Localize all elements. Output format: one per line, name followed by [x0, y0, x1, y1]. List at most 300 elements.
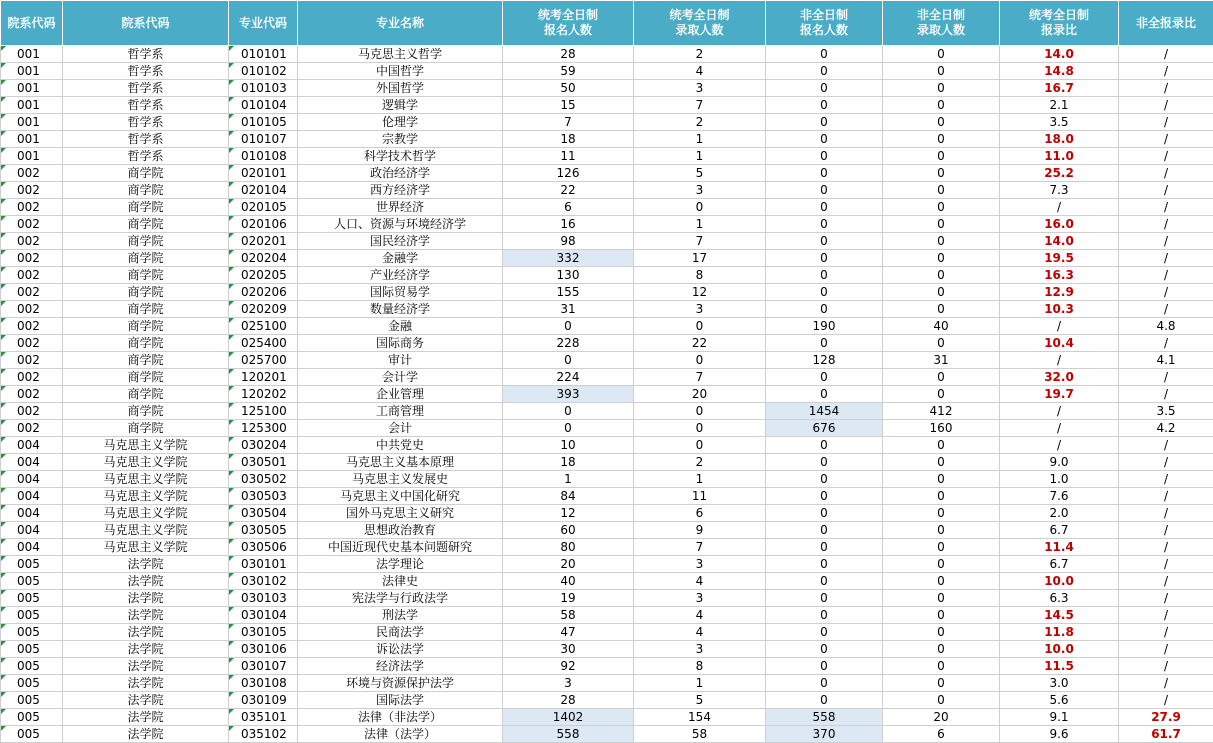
cell-ft-ratio[interactable]: 10.4 [1000, 335, 1119, 352]
cell-ft-admitted[interactable]: 2 [634, 114, 766, 131]
cell-ft-admitted[interactable]: 0 [634, 352, 766, 369]
cell-pt-applicants[interactable]: 0 [766, 454, 883, 471]
cell-pt-ratio[interactable]: / [1119, 165, 1213, 182]
cell-dept-name[interactable]: 马克思主义学院 [63, 539, 229, 556]
cell-pt-applicants[interactable]: 0 [766, 624, 883, 641]
cell-pt-admitted[interactable]: 0 [883, 522, 1000, 539]
cell-pt-applicants[interactable]: 0 [766, 607, 883, 624]
cell-dept-name[interactable]: 商学院 [63, 386, 229, 403]
cell-dept-name[interactable]: 马克思主义学院 [63, 471, 229, 488]
cell-pt-applicants[interactable]: 0 [766, 437, 883, 454]
cell-ft-admitted[interactable]: 5 [634, 165, 766, 182]
cell-dept-code[interactable]: 005 [1, 692, 63, 709]
cell-pt-applicants[interactable]: 0 [766, 369, 883, 386]
cell-ft-applicants[interactable]: 58 [503, 607, 634, 624]
cell-ft-admitted[interactable]: 0 [634, 420, 766, 437]
cell-ft-applicants[interactable]: 47 [503, 624, 634, 641]
cell-dept-code[interactable]: 005 [1, 658, 63, 675]
cell-major-code[interactable]: 010108 [229, 148, 298, 165]
cell-ft-ratio[interactable]: 2.1 [1000, 97, 1119, 114]
cell-ft-ratio[interactable]: 3.0 [1000, 675, 1119, 692]
cell-ft-admitted[interactable]: 4 [634, 573, 766, 590]
cell-ft-admitted[interactable]: 1 [634, 675, 766, 692]
cell-dept-name[interactable]: 法学院 [63, 556, 229, 573]
cell-ft-applicants[interactable]: 50 [503, 80, 634, 97]
cell-pt-ratio[interactable]: / [1119, 437, 1213, 454]
cell-ft-applicants[interactable]: 12 [503, 505, 634, 522]
cell-pt-admitted[interactable]: 20 [883, 709, 1000, 726]
cell-pt-admitted[interactable]: 0 [883, 148, 1000, 165]
cell-major-code[interactable]: 010102 [229, 63, 298, 80]
cell-pt-applicants[interactable]: 0 [766, 539, 883, 556]
cell-ft-ratio[interactable]: 14.0 [1000, 233, 1119, 250]
cell-ft-ratio[interactable]: 25.2 [1000, 165, 1119, 182]
cell-major-name[interactable]: 科学技术哲学 [298, 148, 503, 165]
cell-dept-name[interactable]: 法学院 [63, 624, 229, 641]
cell-pt-admitted[interactable]: 0 [883, 216, 1000, 233]
cell-dept-code[interactable]: 004 [1, 437, 63, 454]
cell-major-code[interactable]: 030505 [229, 522, 298, 539]
cell-ft-applicants[interactable]: 31 [503, 301, 634, 318]
cell-major-code[interactable]: 030204 [229, 437, 298, 454]
cell-ft-ratio[interactable]: 10.0 [1000, 641, 1119, 658]
cell-major-name[interactable]: 世界经济 [298, 199, 503, 216]
cell-major-name[interactable]: 产业经济学 [298, 267, 503, 284]
cell-pt-ratio[interactable]: / [1119, 692, 1213, 709]
cell-major-name[interactable]: 国际法学 [298, 692, 503, 709]
cell-dept-code[interactable]: 002 [1, 165, 63, 182]
cell-pt-admitted[interactable]: 0 [883, 165, 1000, 182]
cell-dept-name[interactable]: 马克思主义学院 [63, 488, 229, 505]
cell-ft-applicants[interactable]: 28 [503, 692, 634, 709]
cell-dept-code[interactable]: 005 [1, 641, 63, 658]
cell-ft-applicants[interactable]: 155 [503, 284, 634, 301]
cell-ft-admitted[interactable]: 1 [634, 148, 766, 165]
cell-pt-admitted[interactable]: 0 [883, 386, 1000, 403]
cell-pt-admitted[interactable]: 412 [883, 403, 1000, 420]
cell-major-name[interactable]: 民商法学 [298, 624, 503, 641]
cell-pt-ratio[interactable]: / [1119, 131, 1213, 148]
cell-dept-code[interactable]: 002 [1, 301, 63, 318]
cell-dept-code[interactable]: 005 [1, 573, 63, 590]
cell-pt-applicants[interactable]: 0 [766, 386, 883, 403]
cell-dept-code[interactable]: 005 [1, 590, 63, 607]
cell-major-name[interactable]: 国际贸易学 [298, 284, 503, 301]
cell-ft-admitted[interactable]: 0 [634, 199, 766, 216]
cell-dept-code[interactable]: 001 [1, 131, 63, 148]
cell-ft-ratio[interactable]: 11.4 [1000, 539, 1119, 556]
cell-ft-applicants[interactable]: 228 [503, 335, 634, 352]
cell-ft-ratio[interactable]: 10.3 [1000, 301, 1119, 318]
cell-pt-admitted[interactable]: 0 [883, 80, 1000, 97]
cell-dept-name[interactable]: 哲学系 [63, 46, 229, 63]
cell-major-code[interactable]: 030502 [229, 471, 298, 488]
cell-dept-name[interactable]: 法学院 [63, 641, 229, 658]
cell-ft-ratio[interactable]: / [1000, 352, 1119, 369]
cell-dept-name[interactable]: 商学院 [63, 369, 229, 386]
cell-pt-admitted[interactable]: 0 [883, 675, 1000, 692]
cell-ft-ratio[interactable]: / [1000, 318, 1119, 335]
cell-major-code[interactable]: 030108 [229, 675, 298, 692]
cell-pt-ratio[interactable]: / [1119, 505, 1213, 522]
cell-pt-ratio[interactable]: / [1119, 573, 1213, 590]
cell-pt-ratio[interactable]: 3.5 [1119, 403, 1213, 420]
cell-ft-applicants[interactable]: 0 [503, 420, 634, 437]
cell-dept-code[interactable]: 005 [1, 675, 63, 692]
cell-pt-ratio[interactable]: / [1119, 301, 1213, 318]
cell-dept-code[interactable]: 002 [1, 352, 63, 369]
cell-pt-applicants[interactable]: 0 [766, 250, 883, 267]
cell-ft-applicants[interactable]: 22 [503, 182, 634, 199]
cell-dept-name[interactable]: 商学院 [63, 182, 229, 199]
cell-dept-code[interactable]: 004 [1, 471, 63, 488]
cell-pt-admitted[interactable]: 0 [883, 46, 1000, 63]
cell-major-name[interactable]: 马克思主义中国化研究 [298, 488, 503, 505]
cell-pt-applicants[interactable]: 0 [766, 675, 883, 692]
cell-ft-admitted[interactable]: 154 [634, 709, 766, 726]
cell-dept-code[interactable]: 002 [1, 182, 63, 199]
cell-major-code[interactable]: 125100 [229, 403, 298, 420]
cell-major-name[interactable]: 中国近现代史基本问题研究 [298, 539, 503, 556]
cell-major-name[interactable]: 中国哲学 [298, 63, 503, 80]
cell-ft-applicants[interactable]: 92 [503, 658, 634, 675]
cell-major-code[interactable]: 020209 [229, 301, 298, 318]
cell-ft-admitted[interactable]: 2 [634, 454, 766, 471]
cell-ft-ratio[interactable]: 10.0 [1000, 573, 1119, 590]
cell-pt-admitted[interactable]: 0 [883, 114, 1000, 131]
cell-dept-name[interactable]: 法学院 [63, 726, 229, 743]
cell-pt-applicants[interactable]: 0 [766, 131, 883, 148]
cell-major-code[interactable]: 030105 [229, 624, 298, 641]
cell-ft-ratio[interactable]: 19.7 [1000, 386, 1119, 403]
cell-major-code[interactable]: 010104 [229, 97, 298, 114]
cell-pt-ratio[interactable]: 4.2 [1119, 420, 1213, 437]
cell-pt-admitted[interactable]: 0 [883, 97, 1000, 114]
cell-dept-name[interactable]: 商学院 [63, 352, 229, 369]
cell-pt-ratio[interactable]: 61.7 [1119, 726, 1213, 743]
cell-ft-admitted[interactable]: 3 [634, 182, 766, 199]
cell-pt-admitted[interactable]: 0 [883, 301, 1000, 318]
cell-dept-name[interactable]: 哲学系 [63, 97, 229, 114]
cell-ft-ratio[interactable]: 11.0 [1000, 148, 1119, 165]
cell-pt-ratio[interactable]: / [1119, 675, 1213, 692]
cell-major-name[interactable]: 金融 [298, 318, 503, 335]
cell-major-code[interactable]: 030504 [229, 505, 298, 522]
cell-pt-ratio[interactable]: / [1119, 80, 1213, 97]
cell-pt-applicants[interactable]: 0 [766, 148, 883, 165]
cell-major-code[interactable]: 010107 [229, 131, 298, 148]
cell-pt-ratio[interactable]: / [1119, 250, 1213, 267]
cell-ft-admitted[interactable]: 7 [634, 233, 766, 250]
cell-dept-code[interactable]: 004 [1, 539, 63, 556]
cell-pt-ratio[interactable]: / [1119, 488, 1213, 505]
cell-pt-admitted[interactable]: 0 [883, 505, 1000, 522]
cell-pt-applicants[interactable]: 0 [766, 692, 883, 709]
cell-pt-admitted[interactable]: 0 [883, 182, 1000, 199]
cell-major-code[interactable]: 030107 [229, 658, 298, 675]
cell-ft-applicants[interactable]: 6 [503, 199, 634, 216]
cell-pt-applicants[interactable]: 0 [766, 182, 883, 199]
cell-pt-ratio[interactable]: / [1119, 335, 1213, 352]
cell-pt-applicants[interactable]: 0 [766, 590, 883, 607]
cell-dept-name[interactable]: 法学院 [63, 607, 229, 624]
cell-pt-applicants[interactable]: 0 [766, 46, 883, 63]
cell-ft-ratio[interactable]: 9.1 [1000, 709, 1119, 726]
cell-pt-applicants[interactable]: 0 [766, 488, 883, 505]
cell-major-name[interactable]: 人口、资源与环境经济学 [298, 216, 503, 233]
cell-pt-applicants[interactable]: 0 [766, 267, 883, 284]
cell-ft-applicants[interactable]: 0 [503, 318, 634, 335]
cell-dept-name[interactable]: 法学院 [63, 692, 229, 709]
cell-ft-ratio[interactable]: 9.0 [1000, 454, 1119, 471]
cell-ft-applicants[interactable]: 20 [503, 556, 634, 573]
cell-pt-ratio[interactable]: / [1119, 471, 1213, 488]
cell-dept-name[interactable]: 法学院 [63, 590, 229, 607]
cell-ft-ratio[interactable]: / [1000, 437, 1119, 454]
cell-major-name[interactable]: 国际商务 [298, 335, 503, 352]
cell-pt-applicants[interactable]: 0 [766, 301, 883, 318]
cell-dept-name[interactable]: 商学院 [63, 250, 229, 267]
cell-dept-name[interactable]: 商学院 [63, 335, 229, 352]
cell-pt-admitted[interactable]: 0 [883, 199, 1000, 216]
cell-pt-admitted[interactable]: 0 [883, 454, 1000, 471]
cell-major-code[interactable]: 020106 [229, 216, 298, 233]
cell-pt-applicants[interactable]: 0 [766, 165, 883, 182]
cell-ft-admitted[interactable]: 4 [634, 624, 766, 641]
cell-major-code[interactable]: 010101 [229, 46, 298, 63]
cell-pt-admitted[interactable]: 160 [883, 420, 1000, 437]
cell-dept-name[interactable]: 哲学系 [63, 114, 229, 131]
cell-pt-ratio[interactable]: / [1119, 216, 1213, 233]
cell-dept-name[interactable]: 商学院 [63, 420, 229, 437]
cell-dept-code[interactable]: 005 [1, 556, 63, 573]
cell-pt-admitted[interactable]: 0 [883, 471, 1000, 488]
cell-major-code[interactable]: 030506 [229, 539, 298, 556]
cell-pt-ratio[interactable]: / [1119, 386, 1213, 403]
cell-major-name[interactable]: 工商管理 [298, 403, 503, 420]
cell-dept-name[interactable]: 哲学系 [63, 63, 229, 80]
cell-ft-ratio[interactable]: / [1000, 420, 1119, 437]
cell-ft-admitted[interactable]: 8 [634, 267, 766, 284]
cell-pt-admitted[interactable]: 0 [883, 369, 1000, 386]
cell-major-code[interactable]: 125300 [229, 420, 298, 437]
cell-pt-admitted[interactable]: 0 [883, 573, 1000, 590]
cell-dept-code[interactable]: 004 [1, 505, 63, 522]
cell-pt-admitted[interactable]: 0 [883, 607, 1000, 624]
cell-ft-applicants[interactable]: 11 [503, 148, 634, 165]
cell-major-name[interactable]: 马克思主义基本原理 [298, 454, 503, 471]
cell-major-name[interactable]: 环境与资源保护法学 [298, 675, 503, 692]
cell-dept-name[interactable]: 商学院 [63, 199, 229, 216]
cell-dept-name[interactable]: 商学院 [63, 318, 229, 335]
cell-major-name[interactable]: 西方经济学 [298, 182, 503, 199]
cell-ft-admitted[interactable]: 7 [634, 97, 766, 114]
cell-ft-applicants[interactable]: 1402 [503, 709, 634, 726]
cell-pt-admitted[interactable]: 0 [883, 658, 1000, 675]
cell-ft-applicants[interactable]: 16 [503, 216, 634, 233]
cell-pt-ratio[interactable]: 27.9 [1119, 709, 1213, 726]
cell-ft-applicants[interactable]: 332 [503, 250, 634, 267]
cell-dept-code[interactable]: 005 [1, 709, 63, 726]
cell-pt-admitted[interactable]: 0 [883, 692, 1000, 709]
cell-pt-admitted[interactable]: 0 [883, 233, 1000, 250]
cell-pt-applicants[interactable]: 0 [766, 114, 883, 131]
cell-pt-ratio[interactable]: / [1119, 182, 1213, 199]
cell-dept-name[interactable]: 马克思主义学院 [63, 454, 229, 471]
cell-pt-admitted[interactable]: 0 [883, 267, 1000, 284]
cell-ft-admitted[interactable]: 7 [634, 369, 766, 386]
cell-pt-admitted[interactable]: 0 [883, 624, 1000, 641]
cell-ft-admitted[interactable]: 8 [634, 658, 766, 675]
cell-dept-name[interactable]: 商学院 [63, 216, 229, 233]
cell-dept-code[interactable]: 002 [1, 250, 63, 267]
cell-dept-name[interactable]: 哲学系 [63, 148, 229, 165]
cell-ft-admitted[interactable]: 0 [634, 318, 766, 335]
cell-pt-ratio[interactable]: / [1119, 624, 1213, 641]
cell-pt-ratio[interactable]: / [1119, 284, 1213, 301]
cell-major-code[interactable]: 020201 [229, 233, 298, 250]
cell-pt-ratio[interactable]: 4.8 [1119, 318, 1213, 335]
cell-pt-applicants[interactable]: 0 [766, 641, 883, 658]
cell-ft-ratio[interactable]: 32.0 [1000, 369, 1119, 386]
cell-major-name[interactable]: 经济法学 [298, 658, 503, 675]
cell-pt-applicants[interactable]: 0 [766, 63, 883, 80]
cell-ft-applicants[interactable]: 3 [503, 675, 634, 692]
cell-pt-ratio[interactable]: / [1119, 454, 1213, 471]
cell-major-name[interactable]: 逻辑学 [298, 97, 503, 114]
cell-major-name[interactable]: 马克思主义哲学 [298, 46, 503, 63]
cell-major-name[interactable]: 国外马克思主义研究 [298, 505, 503, 522]
cell-ft-ratio[interactable]: 1.0 [1000, 471, 1119, 488]
cell-ft-admitted[interactable]: 58 [634, 726, 766, 743]
cell-major-code[interactable]: 030106 [229, 641, 298, 658]
cell-ft-admitted[interactable]: 0 [634, 403, 766, 420]
cell-dept-code[interactable]: 004 [1, 454, 63, 471]
cell-dept-code[interactable]: 002 [1, 284, 63, 301]
cell-ft-admitted[interactable]: 4 [634, 63, 766, 80]
cell-pt-ratio[interactable]: 4.1 [1119, 352, 1213, 369]
cell-ft-applicants[interactable]: 18 [503, 454, 634, 471]
cell-dept-code[interactable]: 002 [1, 318, 63, 335]
cell-pt-applicants[interactable]: 0 [766, 471, 883, 488]
cell-dept-code[interactable]: 001 [1, 80, 63, 97]
cell-ft-applicants[interactable]: 1 [503, 471, 634, 488]
cell-pt-ratio[interactable]: / [1119, 63, 1213, 80]
cell-dept-code[interactable]: 002 [1, 216, 63, 233]
cell-major-name[interactable]: 会计学 [298, 369, 503, 386]
cell-pt-applicants[interactable]: 190 [766, 318, 883, 335]
cell-ft-admitted[interactable]: 0 [634, 437, 766, 454]
cell-ft-ratio[interactable]: 16.7 [1000, 80, 1119, 97]
cell-pt-admitted[interactable]: 0 [883, 539, 1000, 556]
cell-pt-admitted[interactable]: 0 [883, 284, 1000, 301]
cell-pt-applicants[interactable]: 0 [766, 335, 883, 352]
cell-major-code[interactable]: 120201 [229, 369, 298, 386]
cell-ft-applicants[interactable]: 393 [503, 386, 634, 403]
cell-dept-name[interactable]: 法学院 [63, 658, 229, 675]
cell-ft-admitted[interactable]: 17 [634, 250, 766, 267]
cell-ft-ratio[interactable]: 11.8 [1000, 624, 1119, 641]
cell-pt-ratio[interactable]: / [1119, 641, 1213, 658]
cell-major-name[interactable]: 国民经济学 [298, 233, 503, 250]
cell-pt-admitted[interactable]: 0 [883, 131, 1000, 148]
cell-dept-code[interactable]: 005 [1, 607, 63, 624]
cell-pt-admitted[interactable]: 0 [883, 63, 1000, 80]
cell-ft-applicants[interactable]: 126 [503, 165, 634, 182]
cell-dept-name[interactable]: 马克思主义学院 [63, 505, 229, 522]
cell-pt-ratio[interactable]: / [1119, 658, 1213, 675]
cell-ft-ratio[interactable]: / [1000, 403, 1119, 420]
cell-major-code[interactable]: 025700 [229, 352, 298, 369]
cell-pt-admitted[interactable]: 0 [883, 437, 1000, 454]
cell-ft-admitted[interactable]: 7 [634, 539, 766, 556]
cell-dept-name[interactable]: 商学院 [63, 233, 229, 250]
cell-pt-admitted[interactable]: 6 [883, 726, 1000, 743]
cell-pt-applicants[interactable]: 1454 [766, 403, 883, 420]
cell-ft-ratio[interactable]: 18.0 [1000, 131, 1119, 148]
cell-ft-ratio[interactable]: 2.0 [1000, 505, 1119, 522]
cell-ft-applicants[interactable]: 59 [503, 63, 634, 80]
cell-dept-code[interactable]: 001 [1, 148, 63, 165]
cell-dept-code[interactable]: 002 [1, 199, 63, 216]
cell-ft-applicants[interactable]: 98 [503, 233, 634, 250]
cell-pt-applicants[interactable]: 0 [766, 505, 883, 522]
cell-ft-admitted[interactable]: 5 [634, 692, 766, 709]
cell-major-code[interactable]: 030102 [229, 573, 298, 590]
cell-ft-applicants[interactable]: 10 [503, 437, 634, 454]
cell-major-code[interactable]: 030503 [229, 488, 298, 505]
cell-ft-admitted[interactable]: 11 [634, 488, 766, 505]
cell-major-code[interactable]: 020104 [229, 182, 298, 199]
cell-pt-admitted[interactable]: 31 [883, 352, 1000, 369]
cell-dept-name[interactable]: 马克思主义学院 [63, 522, 229, 539]
cell-major-name[interactable]: 法律史 [298, 573, 503, 590]
cell-pt-applicants[interactable]: 0 [766, 199, 883, 216]
cell-pt-ratio[interactable]: / [1119, 369, 1213, 386]
cell-pt-ratio[interactable]: / [1119, 267, 1213, 284]
cell-major-name[interactable]: 政治经济学 [298, 165, 503, 182]
cell-ft-admitted[interactable]: 3 [634, 641, 766, 658]
cell-pt-ratio[interactable]: / [1119, 114, 1213, 131]
cell-ft-applicants[interactable]: 130 [503, 267, 634, 284]
cell-major-name[interactable]: 法律（非法学） [298, 709, 503, 726]
cell-ft-ratio[interactable]: 14.0 [1000, 46, 1119, 63]
cell-dept-code[interactable]: 001 [1, 114, 63, 131]
cell-ft-ratio[interactable]: 14.8 [1000, 63, 1119, 80]
cell-dept-name[interactable]: 商学院 [63, 403, 229, 420]
cell-pt-ratio[interactable]: / [1119, 522, 1213, 539]
cell-major-name[interactable]: 马克思主义发展史 [298, 471, 503, 488]
cell-ft-ratio[interactable]: 5.6 [1000, 692, 1119, 709]
cell-dept-name[interactable]: 商学院 [63, 301, 229, 318]
cell-dept-code[interactable]: 005 [1, 726, 63, 743]
cell-pt-applicants[interactable]: 558 [766, 709, 883, 726]
cell-ft-applicants[interactable]: 18 [503, 131, 634, 148]
cell-dept-name[interactable]: 哲学系 [63, 131, 229, 148]
cell-dept-name[interactable]: 商学院 [63, 267, 229, 284]
cell-major-name[interactable]: 伦理学 [298, 114, 503, 131]
cell-ft-admitted[interactable]: 3 [634, 556, 766, 573]
cell-major-code[interactable]: 025100 [229, 318, 298, 335]
cell-pt-applicants[interactable]: 676 [766, 420, 883, 437]
cell-major-name[interactable]: 法学理论 [298, 556, 503, 573]
cell-dept-name[interactable]: 商学院 [63, 284, 229, 301]
cell-major-name[interactable]: 数量经济学 [298, 301, 503, 318]
cell-major-code[interactable]: 030109 [229, 692, 298, 709]
cell-major-name[interactable]: 刑法学 [298, 607, 503, 624]
cell-major-code[interactable]: 020101 [229, 165, 298, 182]
cell-pt-admitted[interactable]: 40 [883, 318, 1000, 335]
